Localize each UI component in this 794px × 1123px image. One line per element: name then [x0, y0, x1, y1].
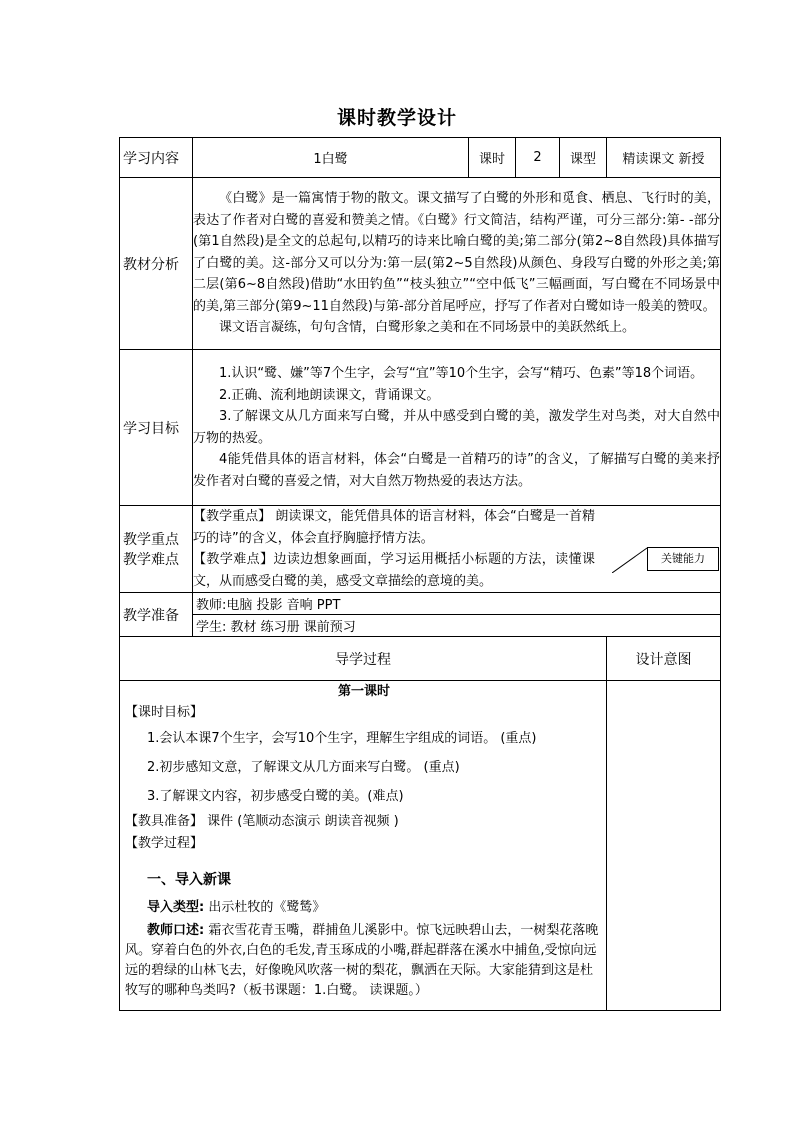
- difficulty-tag: 【教学难点】: [193, 552, 274, 567]
- lesson-goal-item: 1.会认本课7个生字，会写10个生字，理解生字组成的词语。 (重点): [147, 731, 537, 746]
- focus-tag: 【教学重点】: [193, 509, 272, 524]
- header-row: [120, 138, 721, 178]
- goals-row: [120, 350, 721, 506]
- goal-item: 2.正确、流利地朗读课文，背诵课文。: [219, 387, 440, 403]
- focus-text: 朗读课文，能凭借具体的语言材料，体会“白鹭是一首精巧的诗”的含义，体会直抒胸臆抒情方法。: [193, 509, 595, 546]
- steps-heading: 【教学过程】: [125, 836, 204, 851]
- prep-row-student: [120, 615, 721, 637]
- process-header: 导学过程: [120, 637, 607, 681]
- lesson-goal-item: 2.初步感知文意，了解课文从几方面来写白鹭。 (重点): [147, 760, 460, 775]
- prep-label: 教学准备: [120, 593, 193, 637]
- lesson-goal-item: 3.了解课文内容，初步感受白鹭的美。(难点): [147, 789, 404, 804]
- lesson-plan-table: [119, 137, 721, 1011]
- lesson-goals-heading: 【课时目标】: [125, 705, 204, 720]
- prep-teacher: 教师:电脑 投影 音响 PPT: [193, 593, 721, 615]
- content-label: 学习内容: [120, 138, 193, 178]
- callout-pointer-line: [612, 547, 648, 573]
- tools-line: [125, 811, 603, 833]
- teacher-talk-label: 教师口述:: [147, 923, 205, 938]
- difficulty-text: 边读边想象画面，学习运用概括小标题的方法，读懂课文，从而感受白鹭的美，感受文章描绘的意境的美。: [193, 552, 595, 589]
- analysis-paragraph-2: 课文语言凝练，句句含情，白鹭形象之美和在不同场景中的美跃然纸上。: [219, 320, 636, 336]
- goal-item: 1.认识“鹭、嫌”等7个生字，会写“宜”等10个生字，会写“精巧、色素”等18个词语。: [219, 366, 704, 381]
- focus-paragraph: [193, 506, 595, 549]
- goal-item: 3.了解课文从几方面来写白鹭，并从中感受到白鹭的美，激发学生对鸟类，对大自然中万物的热爱。: [193, 409, 720, 446]
- teacher-talk-text: 霜衣雪花青玉嘴，群捕鱼儿溪影中。惊飞远映碧山去，一树梨花落晚风。穿着白色的外衣,白色的毛发,青玉琢成的小嘴,群起群落在溪水中捕鱼,受惊向远远的碧绿的山林飞去，好像晚风吹落一树的梨花，飘洒在天际。大家能猜到这是杜牧写的哪种鸟类吗?（板书课题：1.白鹭。 读课题。）: [125, 923, 599, 998]
- step-heading: 一、导入新课: [147, 872, 231, 888]
- analysis-paragraph-1: 《白鹭》是一篇寓情于物的散文。课文描写了白鹭的外形和觅食、栖息、飞行时的美，表达了作者对白鹭的喜爱和赞美之情。《白鹭》行文简洁，结构严谨，可分三部分:第- -部分(第1自然段)是全文的总起句,以精巧的诗来比喻白鹭的美;第二部分(第2~8自然段)具体描写了白鹭的美。这-部分又可以分为:第一层(第2~5自然段)从颜色、身段写白鹭的外形之美;第二层(第6~8自然段)借助“水田钓鱼”“枝头独立”“空中低飞”三幅画面，写白鹭在不同场景中的美,第三部分(第9~11自然段)与第-部分首尾呼应，抒写了作者对白鹭如诗一般美的赞叹。: [193, 191, 720, 314]
- lesson-title: 第一课时: [337, 684, 390, 699]
- key-ability-callout: 关键能力: [647, 547, 719, 571]
- goal-item: 4能凭借具体的语言材料，体会“白鹭是一首精巧的诗”的含义，了解描写白鹭的美来抒发作者对白鹭的喜爱之情，对大自然万物热爱的表达方法。: [193, 452, 720, 489]
- page-title: 课时教学设计: [336, 107, 457, 129]
- prep-row-teacher: [120, 593, 721, 615]
- intent-header: 设计意图: [607, 637, 721, 681]
- type-label: 课型: [560, 138, 607, 178]
- tools-heading: 【教具准备】: [125, 814, 204, 829]
- goals-label: 学习目标: [120, 350, 193, 506]
- process-body-row: [120, 681, 721, 1011]
- intro-type-line: [125, 895, 603, 921]
- intro-type-label: 导入类型:: [147, 900, 205, 915]
- goals-content: [193, 350, 721, 506]
- content-value: 1白鹭: [193, 138, 469, 178]
- intent-cell: [607, 681, 721, 1011]
- analysis-content: [193, 178, 721, 350]
- hours-label: 课时: [469, 138, 516, 178]
- focus-label: 教学重点: [123, 532, 179, 548]
- intro-type-text: 出示杜牧的《鹭鸶》: [204, 900, 326, 915]
- analysis-row: [120, 178, 721, 350]
- teacher-talk: [125, 921, 603, 1001]
- hours-value: 2: [516, 138, 560, 178]
- key-points-label: [120, 506, 193, 593]
- process-header-row: [120, 637, 721, 681]
- process-body: [120, 681, 607, 1011]
- difficulty-label: 教学难点: [123, 552, 179, 568]
- difficulty-paragraph: [193, 549, 595, 592]
- tools-text: 课件 (笔顺动态演示 朗读音视频 ): [203, 814, 399, 829]
- type-value: 精读课文 新授: [607, 138, 721, 178]
- prep-student: 学生: 教材 练习册 课前预习: [193, 615, 721, 637]
- analysis-label: 教材分析: [120, 178, 193, 350]
